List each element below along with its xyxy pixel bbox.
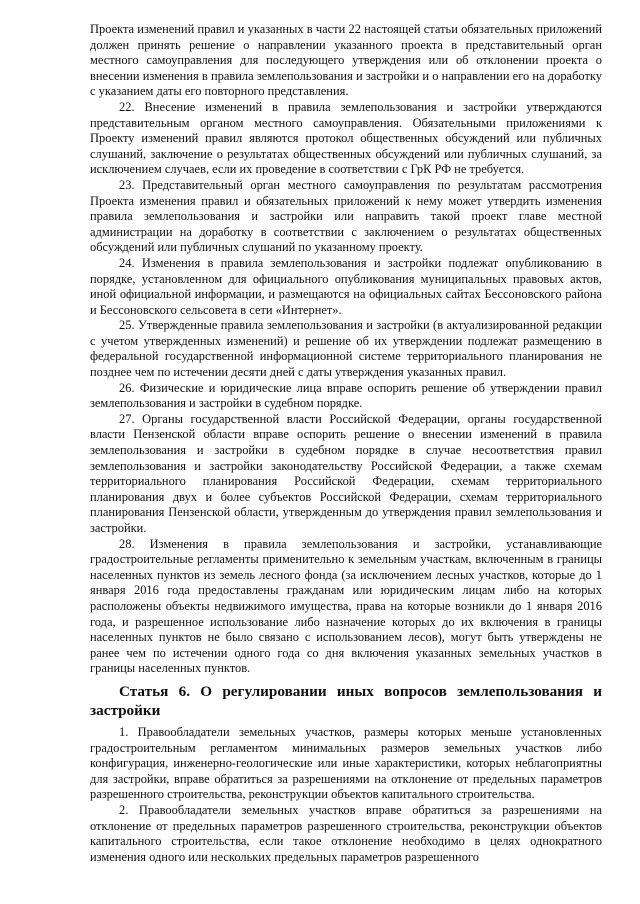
paragraph-1: 1. Правообладатели земельных участков, размеры которых меньше установленных градостроительным регламентом минимальных размеров земельных участков либо конфигурация, инженерно-геологические или иные характеристики, которых неблагоприятны для застройки, вправе обратиться за разрешениями на отклонение от предельных параметров разрешенного строительства, реконструкции объектов капитального строительства. [90,725,602,802]
article-heading: Статья 6. О регулировании иных вопросов землепользования и застройки [90,683,602,719]
paragraph-25: 25. Утвержденные правила землепользования и застройки (в актуализированной редакции с учетом утвержденных изменений) и решение об их утверждении подлежат размещению в федеральной государственной информационной системе территориального планирования не позднее чем по истечении десяти дней с даты утверждения указанных правил. [90,318,602,380]
paragraph-22: 22. Внесение изменений в правила землепользования и застройки утверждаются представительным органом местного самоуправления. Обязательными приложениями к Проекту изменений правил являются протокол общественных обсуждений или публичных слушаний, заключение о результатах общественных обсуждений или публичных слушаний, за исключением случаев, если их проведение в соответствии с ГрК РФ не требуется. [90,99,602,177]
paragraph-28: 28. Изменения в правила землепользования и застройки, устанавливающие градостроительные регламенты применительно к земельным участкам, включенным в границы населенных пунктов из земель лесного фонда (за исключением лесных участков, которые до 1 января 2016 года предоставлены гражданам или юридическим лицам либо на которых расположены объекты недвижимого имущества, права на которые возникли до 1 января 2016 года, и разрешенное использование либо назначение которых до их включения в границы населенных пунктов не было связано с использованием лесов), могут быть утверждены не ранее чем по истечении одного года со дня включения указанных земельных участков в границы населенных пунктов. [90,536,602,676]
paragraph-23: 23. Представительный орган местного самоуправления по результатам рассмотрения Проекта изменения правил и обязательных приложений к нему может утвердить изменения правила землепользования и застройки или направить такой проект главе местной администрации на доработку в соответствии с заключением о результатах общественных обсуждений или публичных слушаний по указанному проекту. [90,177,602,255]
paragraph-continuation: Проекта изменений правил и указанных в части 22 настоящей статьи обязательных приложений должен принять решение о направлении указанного проекта в представительный орган местного самоуправления для последующего утверждения или об отклонении проекта о внесении изменения в правила землепользования и застройки и о направлении его на доработку с указанием даты его повторного представления. [90,22,602,99]
paragraph-2: 2. Правообладатели земельных участков вправе обратиться за разрешениями на отклонение от предельных параметров разрешенного строительства, реконструкции объектов капитального строительства, если такое отклонение необходимо в целях однократного изменения одного или нескольких предельных параметров разрешенного [90,802,602,864]
paragraph-26: 26. Физические и юридические лица вправе оспорить решение об утверждении правил землепользования и застройки в судебном порядке. [90,380,602,411]
body-text-bottom [90,725,602,865]
paragraph-24: 24. Изменения в правила землепользования и застройки подлежат опубликованию в порядке, установленном для официального опубликования муниципальных правовых актов, иной официальной информации, и размещаются на официальных сайтах Бессоновского района и Бессоновского сельсовета в сети «Интернет». [90,255,602,317]
body-text-top [90,22,602,677]
paragraph-27: 27. Органы государственной власти Российской Федерации, органы государственной власти Пензенской области вправе оспорить решение о внесении изменений в правила землепользования и застройки в судебном порядке в случае несоответствия правил землепользования и застройки законодательству Российской Федерации, а также схемам территориального планирования Российской Федерации, схемам территориального планирования двух и более субъектов Российской Федерации, схемам территориального планирования Пензенской области, утвержденным до утверждения правил землепользования и застройки. [90,411,602,535]
